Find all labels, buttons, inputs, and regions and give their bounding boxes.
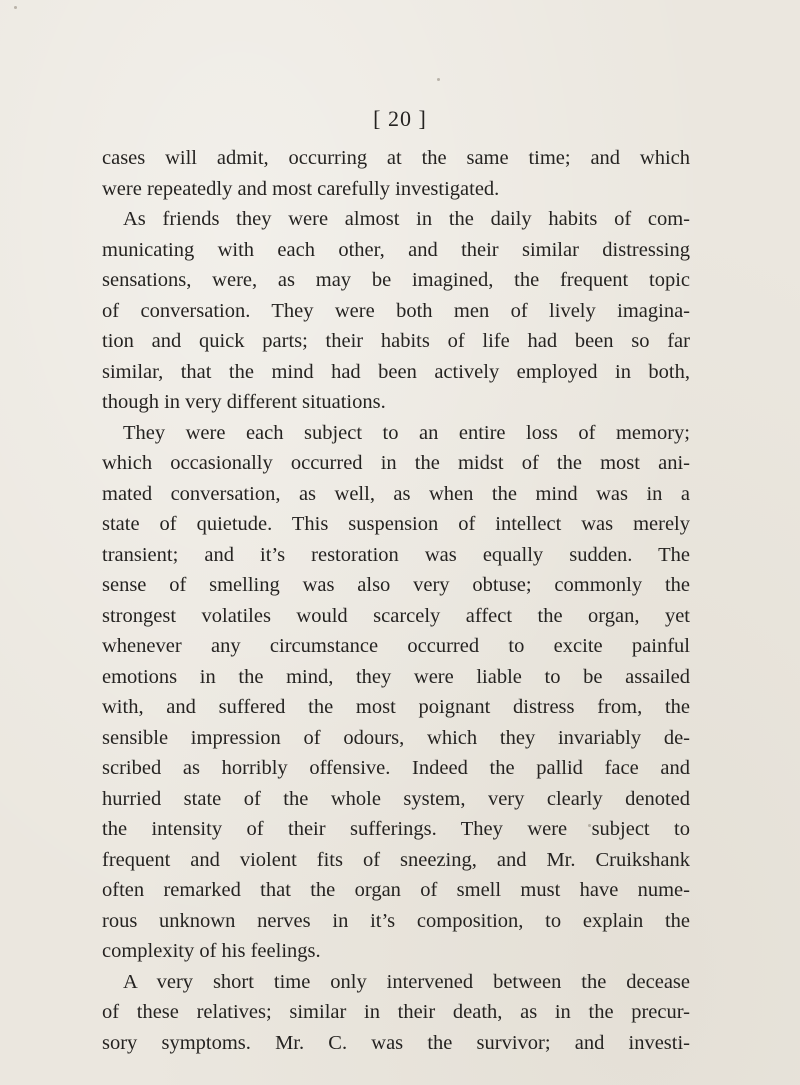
text-line: cases will admit, occurring at the same time; and which [102,147,690,169]
text-line: municating with each other, and their similar distressing [102,238,690,261]
text-line: As friends they were almost in the daily habits of com- [123,208,690,230]
paper-speck [14,6,17,9]
text-line: of these relatives; similar in their death, as in the precur- [102,1001,690,1023]
text-line: sensations, were, as may be imagined, the frequent topic [102,269,690,291]
paragraph-3 [102,418,690,967]
text-line: sory symptoms. Mr. C. was the survivor; and investi- [102,1031,690,1054]
paragraph-1 [102,143,690,204]
page-number: [ 20 ] [373,106,427,131]
text-line: hurried state of the whole system, very clearly denoted [102,787,690,810]
text-line: sense of smelling was also very obtuse; commonly the [102,574,690,596]
text-line: whenever any circumstance occurred to excite painful [102,635,690,657]
text-line: strongest volatiles would scarcely affect the organ, yet [102,604,690,627]
text-line: with, and suffered the most poignant distress from, the [102,696,690,718]
text-line: tion and quick parts; their habits of life had been so far [102,330,690,352]
paper-speck [588,824,591,827]
paper-speck [437,78,440,81]
text-line: were repeatedly and most carefully investigated. [102,177,500,200]
text-line: mated conversation, as well, as when the mind was in a [102,482,690,505]
text-line: of conversation. They were both men of lively imagina- [102,299,690,322]
text-line: though in very different situations. [102,391,386,413]
text-line: the intensity of their sufferings. They were subject to [102,818,690,840]
body-text [102,143,690,1058]
text-line: frequent and violent fits of sneezing, and Mr. Cruikshank [102,848,690,871]
text-line: scribed as horribly offensive. Indeed the pallid face and [102,757,690,779]
text-line: sensible impression of odours, which they invariably de- [102,726,690,749]
text-line: state of quietude. This suspension of intellect was merely [102,513,690,535]
text-line: They were each subject to an entire loss of memory; [123,421,690,444]
text-line: complexity of his feelings. [102,940,321,962]
text-line: which occasionally occurred in the midst of the most ani- [102,452,690,474]
paragraph-2 [102,204,690,418]
text-line: A very short time only intervened between the decease [123,970,690,993]
text-line: transient; and it’s restoration was equally sudden. The [102,543,690,566]
text-line: emotions in the mind, they were liable to be assailed [102,665,690,688]
text-line: similar, that the mind had been actively employed in both, [102,360,690,383]
text-line: often remarked that the organ of smell must have nume- [102,879,690,901]
paragraph-4 [102,967,690,1059]
text-line: rous unknown nerves in it’s composition, to explain the [102,909,690,932]
